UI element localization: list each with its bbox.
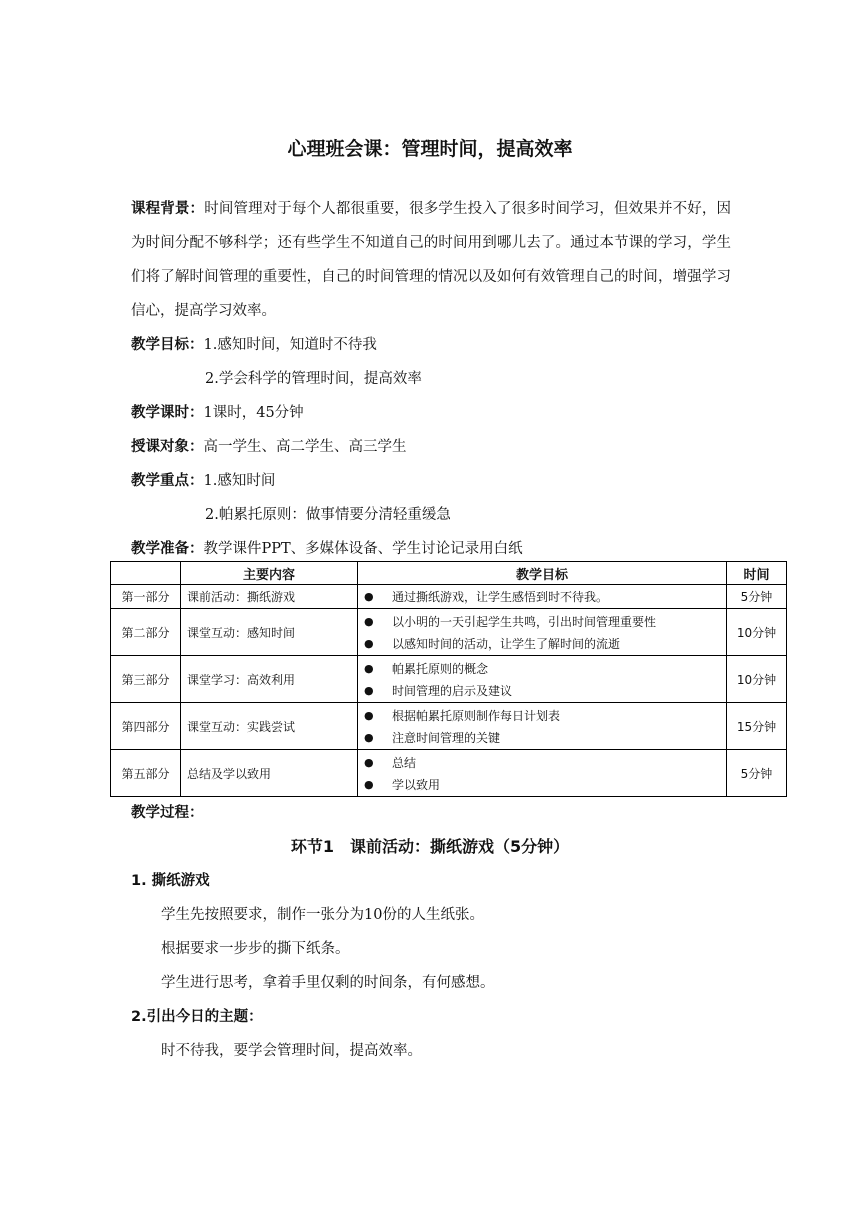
goal-text: 时间管理的启示及建议: [392, 683, 513, 698]
process-label: [131, 801, 204, 822]
bullet-icon: ●: [364, 755, 374, 769]
key-points-line: [131, 469, 275, 490]
goal-text: 以小明的一天引起学生共鸣，引出时间管理重要性: [392, 614, 657, 629]
bullet-icon: ●: [364, 590, 374, 603]
goal-text: 根据帕累托原则制作每日计划表: [392, 708, 561, 723]
hours-line: [131, 401, 304, 422]
preparation-label: 教学准备：: [131, 541, 204, 557]
goal-text: 帕累托原则的概念: [392, 661, 489, 676]
cell-part: 第五部分: [111, 750, 181, 797]
bullet-icon: ●: [364, 708, 374, 722]
header-blank: [111, 562, 181, 585]
goal-item: [364, 586, 720, 608]
bullet-icon: ●: [364, 730, 374, 744]
course-background-text: 时间管理对于每个人都很重要，很多学生投入了很多时间学习，但效果并不好，因为时间分配不够科学；还有些学生不知道自己的时间用到哪儿去了。通过本节课的学习，学生们将了解时间管理的重要性，自己的时间管理的情况以及如何有效管理自己的时间，增强学习信心，提高学习效率。: [131, 201, 731, 319]
goal-item: [364, 679, 720, 701]
goal-item: [364, 726, 720, 748]
audience-line: [131, 435, 407, 456]
subheading-tear-game: 1. 撕纸游戏: [131, 873, 210, 889]
goal-item: [364, 657, 720, 679]
cell-goals: [358, 585, 727, 609]
objectives-label: 教学目标：: [131, 337, 204, 353]
table-header-row: [111, 562, 787, 585]
objectives-line: [131, 333, 377, 354]
page-title: 心理班会课：管理时间，提高效率: [287, 138, 573, 160]
key-points-label: 教学重点：: [131, 473, 204, 489]
audience-text: 高一学生、高二学生、高三学生: [203, 439, 407, 455]
goal-text: 注意时间管理的关键: [392, 730, 501, 745]
table-row: [111, 750, 787, 797]
cell-content: 总结及学以致用: [181, 750, 358, 797]
step-line-1: 学生先按照要求，制作一张分为10份的人生纸张。: [161, 907, 484, 923]
cell-goals: [358, 703, 727, 750]
cell-time: 5分钟: [727, 585, 787, 609]
table-row: [111, 609, 787, 656]
subheading-theme: 2.引出今日的主题：: [131, 1009, 263, 1025]
cell-time: 5分钟: [727, 750, 787, 797]
course-background-label: 课程背景：: [131, 201, 205, 217]
objective-1: 1.感知时间，知道时不待我: [203, 337, 377, 353]
goal-item: [364, 610, 720, 632]
objective-2: 2.学会科学的管理时间，提高效率: [205, 371, 422, 387]
cell-goals: [358, 656, 727, 703]
goal-text: 学以致用: [392, 777, 441, 792]
key-point-1: 1.感知时间: [203, 473, 276, 489]
hours-label: 教学课时：: [131, 405, 204, 421]
goal-text: 总结: [392, 755, 417, 770]
cell-part: 第三部分: [111, 656, 181, 703]
cell-time: 10分钟: [727, 656, 787, 703]
theme-line: 时不待我，要学会管理时间，提高效率。: [161, 1043, 422, 1059]
cell-part: 第一部分: [111, 585, 181, 609]
process-label-text: 教学过程：: [131, 805, 204, 821]
cell-content: 课堂学习：高效利用: [181, 656, 358, 703]
cell-part: 第二部分: [111, 609, 181, 656]
cell-content: 课堂互动：感知时间: [181, 609, 358, 656]
step-line-3: 学生进行思考，拿着手里仅剩的时间条，有何感想。: [161, 975, 495, 991]
section-1-heading: 环节1 课前活动：撕纸游戏（5分钟）: [290, 837, 570, 856]
header-time: 时间: [727, 562, 787, 585]
header-content: 主要内容: [181, 562, 358, 585]
cell-time: 15分钟: [727, 703, 787, 750]
table-row: [111, 656, 787, 703]
cell-part: 第四部分: [111, 703, 181, 750]
cell-goals: [358, 750, 727, 797]
lesson-plan-table: [110, 561, 787, 797]
table-row: [111, 703, 787, 750]
bullet-icon: ●: [364, 614, 374, 628]
goal-item: [364, 773, 720, 795]
goal-item: [364, 751, 720, 773]
header-goals: 教学目标: [358, 562, 727, 585]
goal-item: [364, 632, 720, 654]
key-point-2: 2.帕累托原则：做事情要分清轻重缓急: [205, 507, 451, 523]
bullet-icon: ●: [364, 661, 374, 675]
bullet-icon: ●: [364, 636, 374, 650]
goal-text: 通过撕纸游戏，让学生感悟到时不待我。: [392, 590, 609, 604]
cell-time: 10分钟: [727, 609, 787, 656]
goal-item: [364, 704, 720, 726]
course-background: [131, 192, 731, 328]
step-line-2: 根据要求一步步的撕下纸条。: [161, 941, 350, 957]
cell-content: 课前活动：撕纸游戏: [181, 585, 358, 609]
table-row: [111, 585, 787, 609]
bullet-icon: ●: [364, 777, 374, 791]
bullet-icon: ●: [364, 683, 374, 697]
audience-label: 授课对象：: [131, 439, 204, 455]
table-body: [111, 585, 787, 797]
preparation-text: 教学课件PPT、多媒体设备、学生讨论记录用白纸: [203, 541, 523, 557]
goal-text: 以感知时间的活动，让学生了解时间的流逝: [392, 636, 621, 651]
cell-content: 课堂互动：实践尝试: [181, 703, 358, 750]
cell-goals: [358, 609, 727, 656]
hours-text: 1课时，45分钟: [203, 405, 304, 421]
preparation-line: [131, 537, 523, 558]
